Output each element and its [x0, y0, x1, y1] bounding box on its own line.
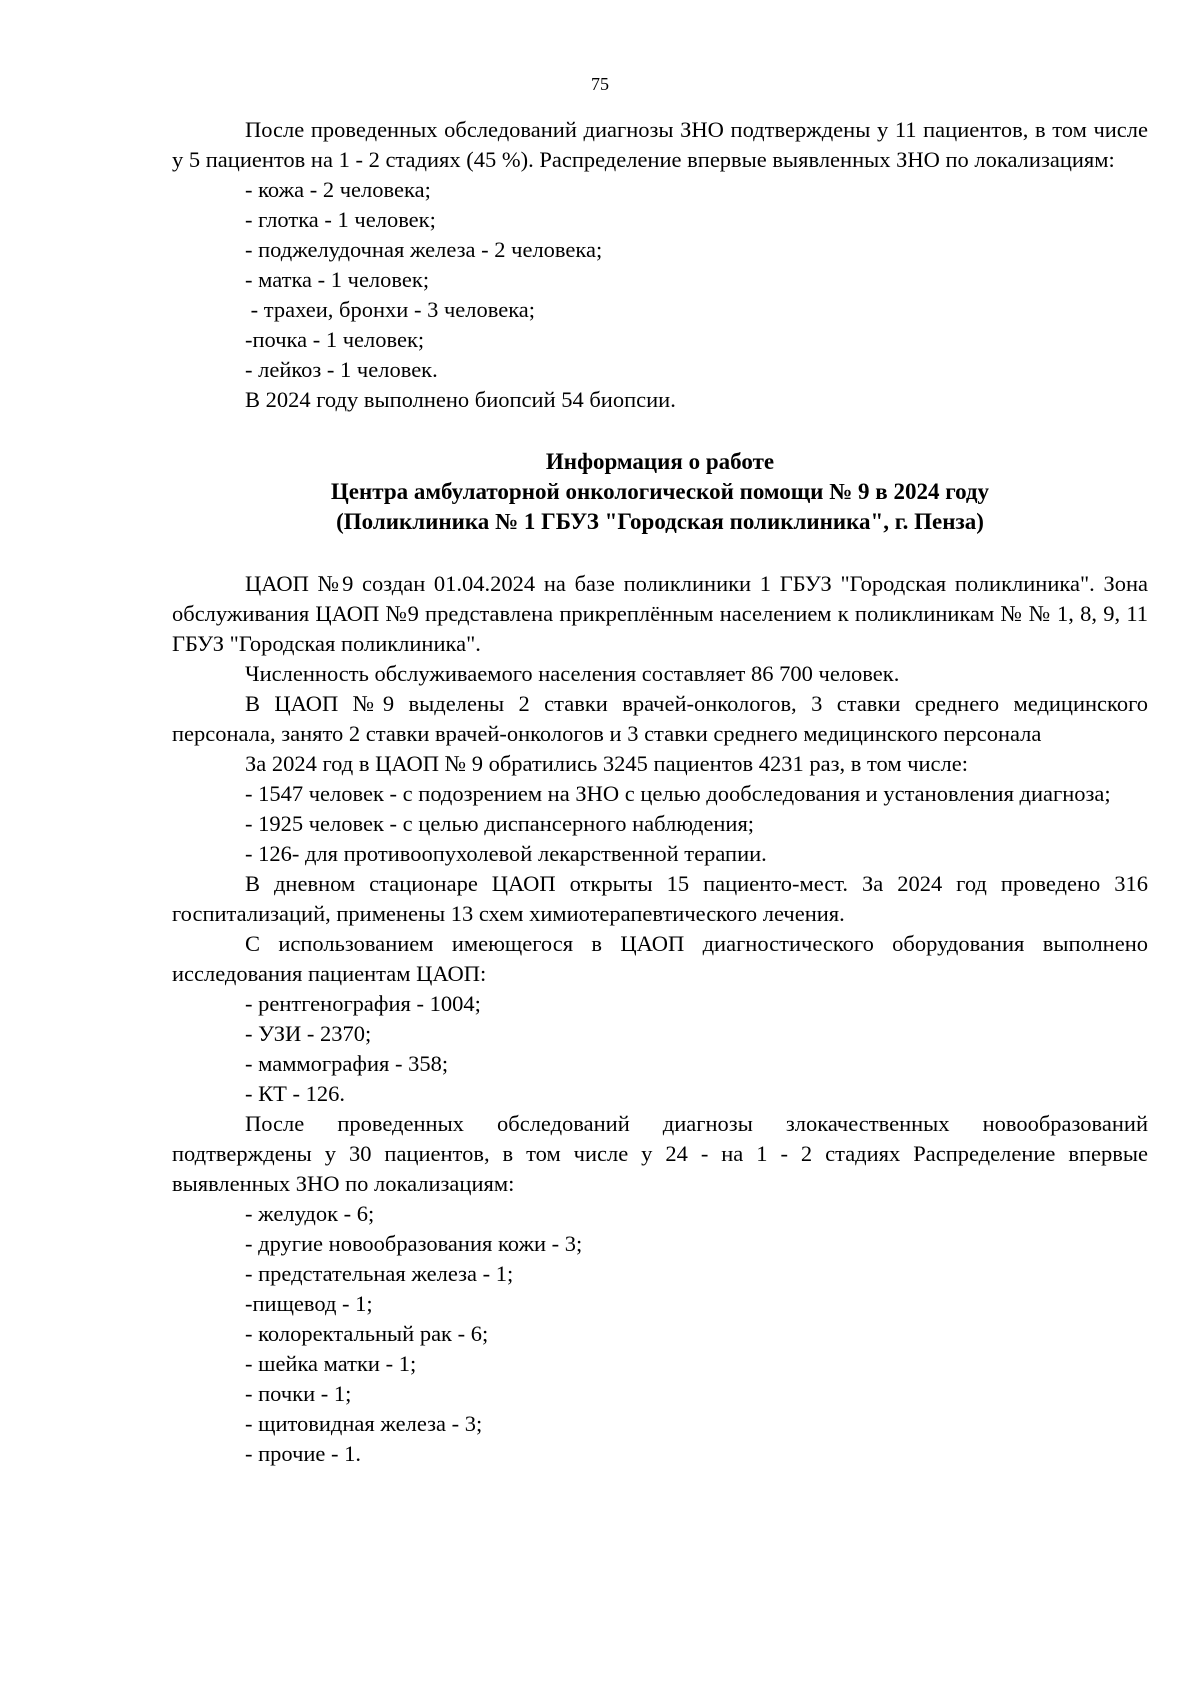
paragraph: В дневном стационаре ЦАОП открыты 15 пациенто-мест. За 2024 год проведено 316 госпитализаций, применены 13 схем химиотерапевтического лечения. — [172, 871, 1148, 926]
heading-line: Центра амбулаторной онкологической помощи № 9 в 2024 году — [330, 479, 990, 504]
page-number: 75 — [591, 74, 609, 94]
list-item: - колоректальный рак - 6; — [245, 1321, 489, 1346]
paragraph: С использованием имеющегося в ЦАОП диагностического оборудования выполнено исследования пациентам ЦАОП: — [172, 931, 1148, 986]
list-item: - трахеи, бронхи - 3 человека; — [245, 297, 536, 322]
paragraph: После проведенных обследований диагнозы злокачественных новообразований подтверждены у 30 пациентов, в том числе у 24 - на 1 - 2 стадиях Распределение впервые выявленных ЗНО по локализациям: — [172, 1111, 1148, 1196]
list-item: - поджелудочная железа - 2 человека; — [245, 237, 603, 262]
list-item: -пищевод - 1; — [245, 1291, 373, 1316]
list-item: - глотка - 1 человек; — [245, 207, 436, 232]
paragraph: - 1925 человек - с целью диспансерного наблюдения; — [245, 811, 755, 836]
list-item: - предстательная железа - 1; — [245, 1261, 514, 1286]
list-item: - КТ - 126. — [245, 1081, 345, 1106]
section1-intro: После проведенных обследований диагнозы ЗНО подтверждены у 11 пациентов, в том числе у 5 пациентов на 1 - 2 стадиях (45 %). Распределение впервые выявленных ЗНО по локализациям: — [172, 117, 1148, 172]
section-heading — [172, 447, 1148, 537]
paragraph: За 2024 год в ЦАОП № 9 обратились 3245 пациентов 4231 раз, в том числе: — [245, 751, 969, 776]
list-item: - щитовидная железа - 3; — [245, 1411, 483, 1436]
biopsy-summary: В 2024 году выполнено биопсий 54 биопсии. — [245, 387, 676, 412]
list-item: - почки - 1; — [245, 1381, 352, 1406]
list-item: - рентгенография - 1004; — [245, 991, 481, 1016]
list-item: - другие новообразования кожи - 3; — [245, 1231, 583, 1256]
list-item: - шейка матки - 1; — [245, 1351, 417, 1376]
list-item: - маммография - 358; — [245, 1051, 449, 1076]
heading-line: Информация о работе — [545, 449, 775, 474]
page-content — [172, 115, 1148, 1469]
list-item: - УЗИ - 2370; — [245, 1021, 372, 1046]
list-item: -почка - 1 человек; — [245, 327, 425, 352]
heading-line: (Поликлиника № 1 ГБУЗ "Городская поликлиника", г. Пенза) — [336, 509, 984, 534]
list-item: - лейкоз - 1 человек. — [245, 357, 438, 382]
list-item: - кожа - 2 человека; — [245, 177, 431, 202]
paragraph: - 1547 человек - с подозрением на ЗНО с целью дообследования и установления диагноза; — [245, 781, 1111, 806]
list-item: - матка - 1 человек; — [245, 267, 430, 292]
paragraph: - 126- для противоопухолевой лекарственной терапии. — [245, 841, 767, 866]
paragraph: В ЦАОП №9 выделены 2 ставки врачей-онкологов, 3 ставки среднего медицинского персонала, занято 2 ставки врачей-онкологов и 3 ставки среднего медицинского персонала — [172, 691, 1148, 746]
list-item: - желудок - 6; — [245, 1201, 375, 1226]
paragraph: ЦАОП №9 создан 01.04.2024 на базе поликлиники 1 ГБУЗ "Городская поликлиника". Зона обслуживания ЦАОП №9 представлена прикреплённым населением к поликлиникам № № 1, 8, 9, 11 ГБУЗ "Городская поликлиника". — [172, 571, 1148, 656]
list-item: - прочие - 1. — [245, 1441, 362, 1466]
paragraph: Численность обслуживаемого населения составляет 86 700 человек. — [245, 661, 900, 686]
